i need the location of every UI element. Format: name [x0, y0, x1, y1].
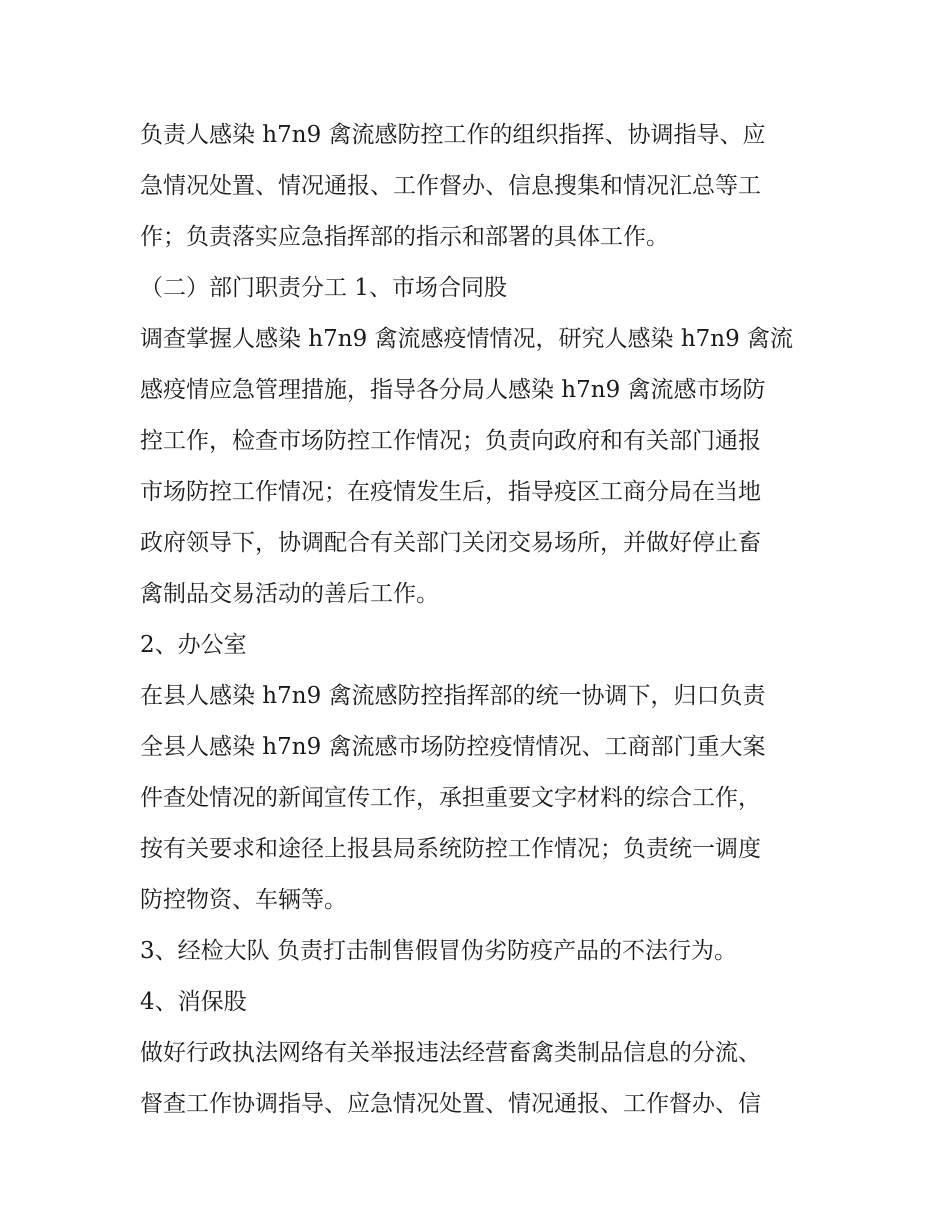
section-heading: 3、经检大队 负责打击制售假冒伪劣防疫产品的不法行为。: [140, 938, 737, 964]
section-heading: （二）部门职责分工 1、市场合同股: [140, 275, 507, 301]
text-line: 急情况处置、情况通报、工作督办、信息搜集和情况汇总等工: [140, 173, 761, 199]
text-line: 全县人感染 h7n9 禽流感市场防控疫情情况、工商部门重大案: [140, 734, 766, 760]
text-line: 做好行政执法网络有关举报违法经营畜禽类制品信息的分流、: [140, 1040, 761, 1066]
section-heading: 2、办公室: [140, 632, 247, 658]
text-line: 负责人感染 h7n9 禽流感防控工作的组织指挥、协调指导、应: [140, 122, 766, 148]
text-line: 政府领导下，协调配合有关部门关闭交易场所，并做好停止畜: [140, 530, 761, 556]
section-heading: 4、消保股: [140, 989, 247, 1015]
text-line: 调查掌握人感染 h7n9 禽流感疫情情况，研究人感染 h7n9 禽流: [140, 326, 794, 352]
text-line: 禽制品交易活动的善后工作。: [140, 581, 439, 607]
text-line: 督查工作协调指导、应急情况处置、情况通报、工作督办、信: [140, 1091, 761, 1117]
text-line: 防控物资、车辆等。: [140, 887, 347, 913]
document-body: [140, 110, 815, 1130]
text-line: 按有关要求和途径上报县局系统防控工作情况；负责统一调度: [140, 836, 761, 862]
text-line: 感疫情应急管理措施，指导各分局人感染 h7n9 禽流感市场防: [140, 377, 766, 403]
text-line: 作；负责落实应急指挥部的指示和部署的具体工作。: [140, 224, 669, 250]
text-line: 在县人感染 h7n9 禽流感防控指挥部的统一协调下，归口负责: [140, 683, 766, 709]
text-line: 市场防控工作情况；在疫情发生后，指导疫区工商分局在当地: [140, 479, 761, 505]
text-line: 控工作，检查市场防控工作情况；负责向政府和有关部门通报: [140, 428, 761, 454]
text-line: 件查处情况的新闻宣传工作，承担重要文字材料的综合工作，: [140, 785, 761, 811]
